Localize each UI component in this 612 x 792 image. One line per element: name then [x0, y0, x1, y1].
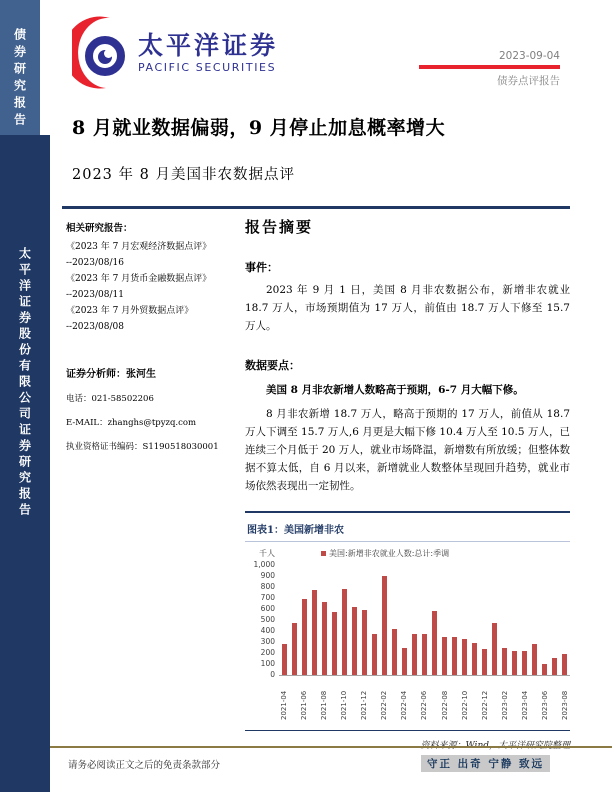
data-points-heading: 数据要点： — [245, 359, 300, 372]
x-tick-label: 2022-02 — [380, 690, 389, 720]
bar-slot — [359, 610, 369, 675]
y-axis-unit-label: 千人 — [259, 549, 275, 558]
x-tick-slot — [520, 678, 530, 720]
bar-slot — [480, 649, 490, 675]
related-reports-heading: 相关研究报告： — [66, 223, 133, 234]
plot-area — [245, 560, 570, 679]
y-tick-label: 500 — [260, 615, 275, 624]
x-tick-slot — [279, 678, 289, 720]
bar-2021-07 — [312, 590, 317, 675]
x-tick-slot — [429, 678, 439, 720]
report-date: 2023-09-04 — [498, 50, 560, 62]
related-report-date: --2023/08/11 — [66, 290, 124, 300]
y-tick-label: 900 — [260, 571, 275, 580]
analyst-name: 证券分析师：张河生 — [66, 369, 156, 380]
x-tick-label: 2021-10 — [340, 690, 349, 720]
bar-slot — [299, 599, 309, 675]
y-tick-label: 100 — [260, 659, 275, 668]
bar-slot — [540, 664, 550, 676]
bar-slot — [510, 651, 520, 675]
bar-2023-06 — [542, 664, 547, 676]
x-tick-label: 2022-08 — [440, 690, 449, 720]
bar-slot — [500, 648, 510, 676]
sidebar-company-strip — [0, 135, 50, 792]
analyst-license: 执业资格证书编码：S1190518030001 — [66, 442, 219, 452]
pacific-securities-logo — [72, 16, 278, 90]
related-report-item — [66, 303, 238, 335]
related-report-title: 《2023 年 7 月外贸数据点评》 — [66, 306, 194, 316]
event-heading: 事件： — [245, 261, 278, 274]
bar-2021-11 — [352, 607, 357, 675]
x-tick-slot — [530, 678, 540, 720]
bar-2022-04 — [402, 648, 407, 676]
bar-2022-02 — [382, 576, 387, 676]
bar-2022-01 — [372, 634, 377, 675]
x-tick-label: 2021-08 — [320, 690, 329, 720]
x-tick-label: 2023-02 — [500, 690, 509, 720]
source-divider — [245, 730, 570, 731]
y-tick-label: 600 — [260, 604, 275, 613]
bar-slot — [419, 634, 429, 675]
bar-2021-12 — [362, 610, 367, 675]
bar-2022-06 — [422, 634, 427, 675]
summary-heading: 报告摘要 — [245, 218, 314, 236]
related-report-title: 《2023 年 7 月宏观经济数据点评》 — [66, 242, 212, 252]
bar-2023-01 — [492, 623, 497, 675]
x-tick-label: 2023-06 — [540, 690, 549, 720]
x-tick-slot — [329, 678, 339, 720]
legend-label: 美国:新增非农就业人数:总计:季调 — [329, 549, 450, 558]
related-report-date: --2023/08/16 — [66, 258, 124, 268]
x-tick-label: 2022-04 — [400, 690, 409, 720]
bar-2023-08 — [562, 654, 567, 675]
figure-caption: 图表1：美国新增非农 — [247, 525, 344, 536]
analyst-email: E-MAIL：zhanghs@tpyzq.com — [66, 418, 197, 428]
x-tick-slot — [389, 678, 399, 720]
bar-slot — [460, 639, 470, 675]
page-title: 8 月就业数据偏弱，9 月停止加息概率增大 — [72, 117, 446, 139]
y-tick-label: 1,000 — [253, 560, 275, 569]
footer-rule — [50, 746, 612, 748]
x-tick-slot — [500, 678, 510, 720]
brand-text — [138, 32, 278, 75]
bar-2022-09 — [452, 637, 457, 676]
x-tick-slot — [349, 678, 359, 720]
bar-slot — [429, 611, 439, 675]
x-tick-slot — [490, 678, 500, 720]
bar-slot — [450, 637, 460, 676]
figure-caption-bar — [245, 511, 570, 542]
related-report-item — [66, 239, 238, 271]
bar-2023-07 — [552, 658, 557, 675]
bar-slot — [560, 654, 570, 675]
x-tick-slot — [379, 678, 389, 720]
x-tick-slot — [369, 678, 379, 720]
figure-source — [245, 738, 570, 751]
bar-slot — [329, 612, 339, 675]
bar-2022-08 — [442, 637, 447, 676]
x-tick-slot — [460, 678, 470, 720]
sidebar-report-category-label: 债券研究报告 — [12, 28, 27, 130]
bar-2021-06 — [302, 599, 307, 675]
related-column — [66, 220, 238, 452]
x-tick-label: 2021-04 — [280, 690, 289, 720]
y-tick-label: 300 — [260, 637, 275, 646]
data-points-bold: 美国 8 月非农新增人数略高于预期，6-7 月大幅下修。 — [266, 384, 524, 396]
chart-legend — [321, 548, 449, 559]
bar-slot — [349, 607, 359, 675]
bar-2023-03 — [512, 651, 517, 675]
x-tick-label: 2023-08 — [560, 690, 569, 720]
nonfarm-bar-chart — [245, 548, 570, 720]
x-tick-slot — [339, 678, 349, 720]
y-tick-label: 700 — [260, 593, 275, 602]
footer-disclaimer: 请务必阅读正文之后的免责条款部分 — [68, 760, 221, 771]
bar-slot — [339, 589, 349, 675]
y-tick-label: 200 — [260, 648, 275, 657]
bar-slot — [550, 658, 560, 675]
x-tick-label: 2022-10 — [460, 690, 469, 720]
bar-2021-04 — [282, 644, 287, 675]
y-tick-label: 400 — [260, 626, 275, 635]
x-tick-slot — [560, 678, 570, 720]
logo-icon — [72, 16, 130, 90]
x-tick-label: 2021-06 — [300, 690, 309, 720]
y-tick-label: 800 — [260, 582, 275, 591]
x-tick-slot — [399, 678, 409, 720]
bar-2021-08 — [322, 602, 327, 675]
x-tick-slot — [550, 678, 560, 720]
bar-2023-05 — [532, 644, 537, 675]
y-axis — [245, 560, 279, 679]
bar-slot — [379, 576, 389, 676]
bar-2022-05 — [412, 634, 417, 675]
x-tick-slot — [359, 678, 369, 720]
x-tick-slot — [409, 678, 419, 720]
x-tick-label: 2023-04 — [520, 690, 529, 720]
x-tick-label: 2021-12 — [360, 690, 369, 720]
bar-2022-12 — [482, 649, 487, 675]
x-tick-label: 2022-06 — [420, 690, 429, 720]
x-tick-slot — [319, 678, 329, 720]
brand-name-cn: 太平洋证券 — [138, 30, 279, 60]
event-paragraph: 2023 年 9 月 1 日，美国 8 月非农数据公布，新增非农就业 18.7 万人，市场预期值为 17 万人，前值由 18.7 万人下修至 15.7 万人。 — [245, 284, 570, 332]
bar-slot — [319, 602, 329, 675]
x-tick-slot — [540, 678, 550, 720]
bar-slot — [520, 651, 530, 675]
bar-slot — [530, 644, 540, 675]
bar-2023-04 — [522, 651, 527, 675]
x-tick-label: 2022-12 — [480, 690, 489, 720]
bar-slot — [289, 623, 299, 675]
sidebar-company-label: 太平洋证券股份有限公司证券研究报告 — [17, 247, 32, 519]
bar-slot — [279, 644, 289, 675]
x-tick-slot — [419, 678, 429, 720]
bar-slot — [440, 637, 450, 676]
y-tick-label: 0 — [270, 670, 275, 679]
page-subtitle: 2023 年 8 月美国非农数据点评 — [72, 167, 295, 183]
report-type-label: 债券点评报告 — [497, 75, 560, 87]
brand-name-en: PACIFIC SECURITIES — [138, 61, 277, 75]
summary-column — [245, 216, 570, 751]
figure-1 — [245, 511, 570, 751]
analyst-phone: 电话：021-58502206 — [66, 394, 154, 404]
bar-slot — [369, 634, 379, 675]
x-tick-slot — [510, 678, 520, 720]
bar-slot — [389, 629, 399, 675]
footer-motto: 守正 出奇 宁静 致远 — [421, 755, 550, 772]
bar-2022-11 — [472, 643, 477, 675]
x-axis — [279, 678, 570, 720]
bar-2023-02 — [502, 648, 507, 676]
x-tick-slot — [289, 678, 299, 720]
bars-container — [279, 565, 570, 676]
x-tick-slot — [299, 678, 309, 720]
bar-2021-10 — [342, 589, 347, 675]
x-tick-slot — [480, 678, 490, 720]
x-tick-slot — [450, 678, 460, 720]
x-tick-slot — [309, 678, 319, 720]
bar-slot — [399, 648, 409, 676]
bar-2021-09 — [332, 612, 337, 675]
red-divider — [419, 65, 560, 69]
report-meta — [340, 50, 560, 88]
bar-2022-10 — [462, 639, 467, 675]
related-report-title: 《2023 年 7 月货币金融数据点评》 — [66, 274, 212, 284]
bar-2022-07 — [432, 611, 437, 675]
bar-slot — [409, 634, 419, 675]
related-report-date: --2023/08/08 — [66, 322, 124, 332]
sidebar-report-category — [0, 0, 40, 135]
legend-swatch-icon — [321, 551, 326, 556]
x-tick-slot — [440, 678, 450, 720]
data-points-paragraph: 8 月非农新增 18.7 万人，略高于预期的 17 万人，前值从 18.7 万人下调至 15.7 万人,6 月更是大幅下修 10.4 万人至 10.5 万人，已连续三个月低于 20 万人，就业市场降温，新增数有所放缓；但整体数据不算太低，自 6 月以来，新增就业人数整体呈现回升趋势，就业市场依然表现出一定韧性。 — [245, 408, 570, 492]
header-rule — [62, 206, 570, 209]
bar-slot — [470, 643, 480, 675]
x-tick-slot — [470, 678, 480, 720]
bar-2021-05 — [292, 623, 297, 675]
bar-slot — [309, 590, 319, 675]
chart-header — [259, 548, 570, 559]
bar-2022-03 — [392, 629, 397, 675]
related-report-item — [66, 271, 238, 303]
bar-slot — [490, 623, 500, 675]
